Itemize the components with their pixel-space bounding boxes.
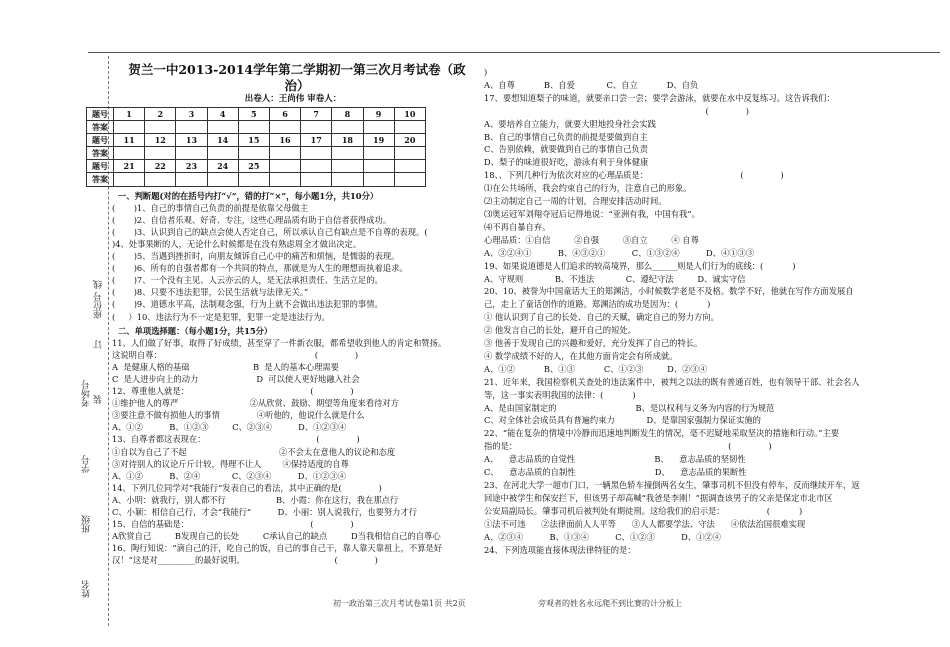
question-number-cell: 25 (238, 160, 269, 173)
question-number-cell: 18 (332, 134, 363, 147)
answer-table (86, 107, 426, 187)
choice-question-line: 13、自尊者都这表现在： ( ) (112, 434, 360, 445)
question-number-cell: 13 (176, 134, 207, 147)
answer-table-row-label: 题号 (87, 134, 114, 147)
answer-cell[interactable] (269, 121, 300, 134)
right-question-line: 20、10、被誉为中国童话大王的郑渊洁，小时候数学老是不及格。数学不好，他就在写作方面发展自 (484, 286, 854, 297)
answer-table-row-label: 答案 (87, 121, 114, 134)
section-choice-title: 二、单项选择题：（每小题1分，共15分） (118, 325, 273, 336)
right-question-line: 己，走上了童话创作的道路。郑渊洁的成功是因为：( ) (484, 299, 711, 310)
answer-cell[interactable] (145, 173, 176, 186)
right-question-line: 22、“能在复杂的情境中冷静而迅速地判断发生的情况，毫不迟疑地采取坚决的措施和行动。”主要 (484, 428, 840, 439)
question-number-cell: 24 (207, 160, 238, 173)
answer-cell[interactable] (145, 147, 176, 160)
right-question-line: D、梨子的味道很好吃，游泳有利于身体健康 (484, 157, 649, 168)
name-label: 姓名 (82, 580, 92, 598)
choice-questions (112, 337, 474, 567)
answer-table-row-label: 题号 (87, 160, 114, 173)
right-column (484, 66, 924, 556)
choice-question-line: A、①② B、②④ C、②③④ D、①②③④ (112, 470, 346, 481)
student-no-label: 学号 (82, 455, 92, 473)
judge-question-line: ( )3、认识到自己的缺点会使人否定自己，所以承认自己有缺点是不自尊的表现。( (112, 226, 428, 237)
answer-cell[interactable] (332, 121, 363, 134)
choice-question-line: 15、自信的基础是： ( ) (112, 519, 354, 530)
question-number-cell: 2 (145, 108, 176, 121)
answer-cell[interactable] (207, 173, 238, 186)
right-question-line: ⑶奥运冠军刘翔夺冠后记得地说：“亚洲有我，中国有我”。 (484, 208, 700, 219)
section-judge-title: 一、判断题(对的在括号内打“√”，错的打“×”，每小题1分，共10分） (118, 190, 379, 201)
page-footer: 初一政治第三次月考试卷第1页 共2页 (333, 599, 466, 608)
answer-cell[interactable] (176, 147, 207, 160)
choice-question-line: ③对待别人的议论斤斤计较，得理不让人 ④保持适度的自尊 (112, 458, 349, 469)
answer-cell[interactable] (301, 121, 332, 134)
answer-cell[interactable] (301, 147, 332, 160)
answer-cell[interactable] (269, 173, 300, 186)
right-question-line: ⑷不再自暴自弃。 (484, 221, 551, 232)
line-mark: 线 (94, 280, 104, 289)
right-question-line: 18、、下列几种行为依次对应的心理品质是： ( ) (484, 170, 784, 181)
answer-cell[interactable] (363, 147, 394, 160)
judge-question-line: ( ）10、违法行为不一定是犯罪，犯罪一定是违法行为。 (112, 311, 330, 322)
answer-table-number-row (87, 108, 426, 121)
right-question-line: 17、要想知道梨子的味道，就要亲口尝一尝；要学会游泳，就要在水中反复练习。这告诉我们： (484, 92, 835, 103)
answer-cell[interactable] (332, 147, 363, 160)
choice-question-line: ①自以为自己了不起 ②不会太在意他人的议论和态度 (112, 446, 396, 457)
right-question-line: A、②③④ B、①③④ C、①②③ D、①②④ (484, 531, 721, 542)
choice-question-line: ①维护他人的尊严 ②从欣赏、鼓励、期望等角度来看待对方 (112, 398, 399, 409)
question-number-cell: 16 (269, 134, 300, 147)
judge-questions (112, 202, 474, 323)
right-question-line: 回途中被学生和保安拦下，但该男子却高喊“我爸是李刚！”据调查该男子的父亲是保定市北市区 (484, 492, 833, 503)
choice-question-line: ③要注意不做有损他人的事情 ④听他的，他说什么就是什么 (112, 410, 365, 421)
answer-cell[interactable] (114, 147, 145, 160)
answer-cell[interactable] (363, 173, 394, 186)
question-number-cell (394, 160, 425, 173)
choice-question-line: C、小颖：相信自己行，才会“我能行” D、小丽：别人说我行，也要努力才行 (112, 507, 418, 517)
footer-motto: 旁观者的姓名永远爬不到比赛的计分板上 (538, 599, 682, 608)
choice-question-line: A、小明：就我行，别人都不行 B、小霞：你在这行，我在那点行 (112, 494, 399, 505)
right-question-line: 等，这一事实表明我国的法律：( ) (484, 389, 636, 400)
question-number-cell: 23 (176, 160, 207, 173)
class-label: 班级 (82, 515, 92, 533)
answer-cell[interactable] (176, 121, 207, 134)
answer-cell[interactable] (145, 121, 176, 134)
judge-question-line: ( )7、一个没有主见、人云亦云的人，是无法承担责任、生活立足的。 (112, 275, 383, 286)
exam-room-label: 考场号 (82, 380, 92, 407)
question-number-cell: 11 (114, 134, 145, 147)
right-question-line: ① 他认识到了自己的长处、自己的天赋，确定自己的努力方向。 (484, 312, 719, 323)
answer-cell[interactable] (394, 173, 425, 186)
right-question-line: 指的是： ( ) (484, 441, 772, 452)
exam-title: 贺兰一中2013-2014学年第二学期初一第三次月考试卷（政治） (128, 62, 466, 93)
exam-authors: 出卷人：王尚伟 审卷人： (244, 94, 342, 104)
right-question-line: C、 意志品质的自制性 D、 意志品质的果断性 (484, 467, 747, 478)
judge-question-line: ( )2、自信者乐观、好奇、专注，这些心理品质有助于自信者获得成功。 (112, 214, 392, 225)
right-question-line: A、守规则 B、不违法 C、遵纪守法 D、诚实守信 (484, 273, 746, 284)
question-number-cell: 7 (301, 108, 332, 121)
question-number-cell: 15 (238, 134, 269, 147)
answer-table-answer-row (87, 147, 426, 160)
question-number-cell: 9 (363, 108, 394, 121)
question-number-cell: 10 (394, 108, 425, 121)
choice-question-line: C 是人进步向上的动力 D 可以使人更好地融入社会 (112, 373, 360, 384)
answer-cell[interactable] (332, 173, 363, 186)
choice-question-line: 这说明自尊： ( ) (112, 349, 359, 360)
answer-table-number-row (87, 160, 426, 173)
right-question-line: A、自尊 B、自爱 C、自立 D、自负 (484, 79, 699, 90)
question-number-cell: 3 (176, 108, 207, 121)
question-number-cell: 20 (394, 134, 425, 147)
right-question-line: A、是由国家制定的 B、是以权利与义务为内容的行为规范 (484, 402, 775, 413)
answer-cell[interactable] (176, 173, 207, 186)
right-question-line: 19、如果说道德是人们追求的较高境界，那么______则是人们行为的底线：( ) (484, 260, 796, 271)
question-number-cell: 19 (363, 134, 394, 147)
answer-cell[interactable] (238, 173, 269, 186)
right-question-line: 公安局副局长。肇事司机后被判处有期徒刑。这给我们的启示是： ( ) (484, 505, 803, 516)
right-question-line: ⑵主动制定自己一周的计划，合理安排活动时间。 (484, 196, 667, 207)
question-number-cell (301, 160, 332, 173)
answer-table-answer-row (87, 173, 426, 186)
choice-question-line: A、①② B、①②③ C、②③④ D、①②③④ (112, 422, 347, 433)
answer-cell[interactable] (114, 173, 145, 186)
question-number-cell: 21 (114, 160, 145, 173)
question-number-cell: 14 (207, 134, 238, 147)
judge-question-line: ( )8、只要不违法犯罪，公民生活就与法律无关。” (112, 287, 309, 298)
answer-cell[interactable] (394, 121, 425, 134)
answer-cell[interactable] (114, 121, 145, 134)
answer-table-row-label: 题号 (87, 108, 114, 121)
answer-table-number-row (87, 134, 426, 147)
choice-question-line: 汉！”这是对_________的最好说明。 ( ) (112, 555, 378, 566)
question-number-cell (332, 160, 363, 173)
right-question-line: A、要培养自立能力，就要大胆地投身社会实践 (484, 118, 656, 129)
right-question-line: ④ 数学成绩不好的人，在其他方面肯定会有所成就。 (484, 350, 678, 361)
right-question-line: A、③②④① B、④③②① C、①③②④ D、④①③③ (484, 247, 755, 258)
right-question-line: ② 他发言自己的长处，避开自己的短处。 (484, 325, 636, 336)
answer-cell[interactable] (394, 147, 425, 160)
answer-table-row-label: 答案 (87, 147, 114, 160)
question-number-cell: 6 (269, 108, 300, 121)
right-question-line: B、自己的事情自己负责的前提是要做到自主 (484, 131, 648, 142)
question-number-cell: 1 (114, 108, 145, 121)
right-question-line: ( ) (484, 105, 749, 116)
right-question-line: 21、近年来，我国检察机关查处的违法案件中，被判之以法的既有普通百姓，也有领导干部、社会名人 (484, 376, 860, 387)
seat-label: 座位号 (94, 292, 104, 319)
question-number-cell: 12 (145, 134, 176, 147)
choice-question-line: 16、陶行知说：“滴自己的汗，吃自己的饭，自己的事自己干，靠人靠天靠祖上，不算是好 (112, 543, 443, 554)
judge-question-line: )4、处事果断的人，无论什么时候都是在没有熟虑周全才做出决定。 (112, 238, 362, 249)
top-rule (88, 52, 940, 53)
question-number-cell (269, 160, 300, 173)
answer-cell[interactable] (363, 121, 394, 134)
answer-cell[interactable] (238, 147, 269, 160)
question-number-cell: 17 (301, 134, 332, 147)
question-number-cell: 22 (145, 160, 176, 173)
question-number-cell: 5 (238, 108, 269, 121)
right-question-line: 心理品质：①自信 ②自强 ③自立 ④ 自尊 (484, 234, 699, 245)
right-question-line: ①法不可违 ②法律面前人人平等 ③人人都要学法、守法 ④依法治国很难实现 (484, 518, 806, 529)
answer-cell[interactable] (301, 173, 332, 186)
question-number-cell: 4 (207, 108, 238, 121)
right-question-line: ) (484, 67, 488, 77)
ding-mark: 订 (94, 340, 104, 349)
right-question-line: A、①② B、①③ C、①②③ D、②③④ (484, 363, 708, 374)
right-question-line: ⑴在公共场所，我会约束自己的行为，注意自己的形象。 (484, 183, 692, 194)
choice-question-line: 11、人们做了好事，取得了好成绩，甚至穿了一件新衣服，都希望收到他人的肯定和赞扬。 (112, 337, 447, 348)
choice-question-line: 14、下列几位同学对“我能行”发表自己的看法，其中正确的是( ) (112, 482, 382, 493)
right-question-line: C、告别依赖，就要做到自己的事情自己负责 (484, 144, 648, 155)
judge-question-line: ( )6、所有的自强者都有一个共同的特点，那就是为人生的理想而执着追求。 (112, 263, 408, 274)
answer-table-row-label: 答案 (87, 173, 114, 186)
right-question-line: C、对全体社会成员具有普遍约束力 D、是靠国家强制力保证实施的 (484, 415, 761, 426)
right-question-line: A、 意志品质的自觉性 B、 意志品质的坚韧性 (484, 454, 746, 465)
judge-question-line: ( )9、道德水平高，法制观念强，行为上就不会做出违法犯罪的事情。 (112, 299, 383, 310)
choice-question-line: 12、尊重他人就是： ( ) (112, 386, 354, 397)
answer-cell[interactable] (238, 121, 269, 134)
choice-question-line: A 是健康人格的基础 B 是人的基本心理需要 (112, 361, 339, 372)
judge-question-line: ( )5、当遇到挫折时，向朋友倾诉自己心中的痛苦和烦恼，是懦弱的表现。 (112, 251, 400, 262)
question-number-cell (363, 160, 394, 173)
answer-table-answer-row (87, 121, 426, 134)
right-question-line: 24、下列选项能直接体现法律特征的是： (484, 544, 636, 555)
choice-question-line: A欣赏自己 B发现自己的长处 C承认自己的缺点 D当我相信自己的自尊心 (112, 531, 441, 542)
answer-cell[interactable] (207, 147, 238, 160)
judge-question-line: ( )1、自己的事情自己负责的前提是依靠父母做主 (112, 202, 309, 213)
right-question-line: 23、在河北大学一超市门口，一辆黑色轿车撞倒两名女生，肇事司机不但没有停车，反而继续开车，返 (484, 480, 860, 490)
zhuang-mark: 装 (94, 395, 104, 404)
question-number-cell: 8 (332, 108, 363, 121)
answer-cell[interactable] (207, 121, 238, 134)
right-question-line: ③ 他善于发现自己的兴趣和爱好，充分发挥了自己的特长。 (484, 338, 703, 349)
answer-cell[interactable] (269, 147, 300, 160)
